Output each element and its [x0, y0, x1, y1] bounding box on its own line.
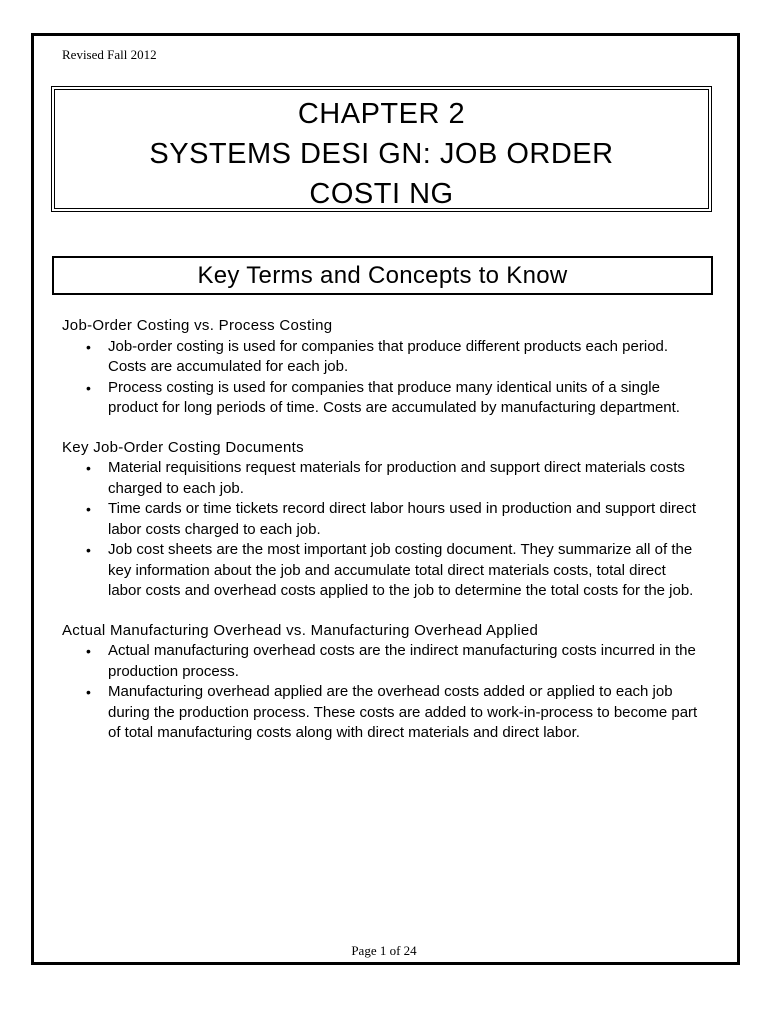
- bullet-item: • Actual manufacturing overhead costs are the indirect manufacturing costs incurred in the production process.: [108, 641, 712, 682]
- key-terms-box: [52, 256, 713, 295]
- key-terms-content: [62, 316, 712, 763]
- bullet-item: • Time cards or time tickets record direct labor hours used in production and support direct labor costs charged to each job.: [108, 499, 712, 540]
- revision-note: Revised Fall 2012: [62, 47, 157, 62]
- bullet-item: • Manufacturing overhead applied are the overhead costs added or applied to each job during the production process. These costs are added to work-in-process to become part of total manufacturing costs along with direct materials and direct labor.: [108, 682, 712, 744]
- chapter-name-line2: COSTI NG: [309, 178, 454, 210]
- section-heading: Key Job-Order Costing Documents: [62, 438, 304, 456]
- bullet-item: • Job cost sheets are the most important job costing document. They summarize all of the key information about the job and accumulate total direct materials costs, total direct labor costs and overhead costs applied to the job to determine the total costs for the job.: [108, 540, 712, 602]
- section-job-order-vs-process: [62, 316, 712, 419]
- chapter-number: CHAPTER 2: [297, 98, 466, 130]
- bullet-list: [62, 458, 712, 602]
- bullet-item: • Material requisitions request materials for production and support direct materials costs charged to each job.: [108, 458, 712, 499]
- chapter-title: [55, 94, 708, 214]
- bullet-item: • Process costing is used for companies that produce many identical units of a single product for long periods of time. Costs are accumulated by manufacturing department.: [108, 378, 712, 419]
- chapter-name-line1: SYSTEMS DESI GN: JOB ORDER: [149, 138, 614, 170]
- bullet-list: [62, 641, 712, 744]
- bullet-list: [62, 337, 712, 419]
- key-terms-title: Key Terms and Concepts to Know: [197, 262, 568, 289]
- section-key-documents: [62, 438, 712, 602]
- section-heading: Job-Order Costing vs. Process Costing: [62, 317, 333, 334]
- page-number: Page 1 of 24: [351, 943, 417, 958]
- chapter-title-box: [51, 86, 712, 212]
- section-heading: Actual Manufacturing Overhead vs. Manufacturing Overhead Applied: [62, 621, 539, 639]
- section-overhead: [62, 621, 712, 744]
- bullet-item: • Job-order costing is used for companies that produce different products each period. Costs are accumulated for each job.: [108, 337, 712, 378]
